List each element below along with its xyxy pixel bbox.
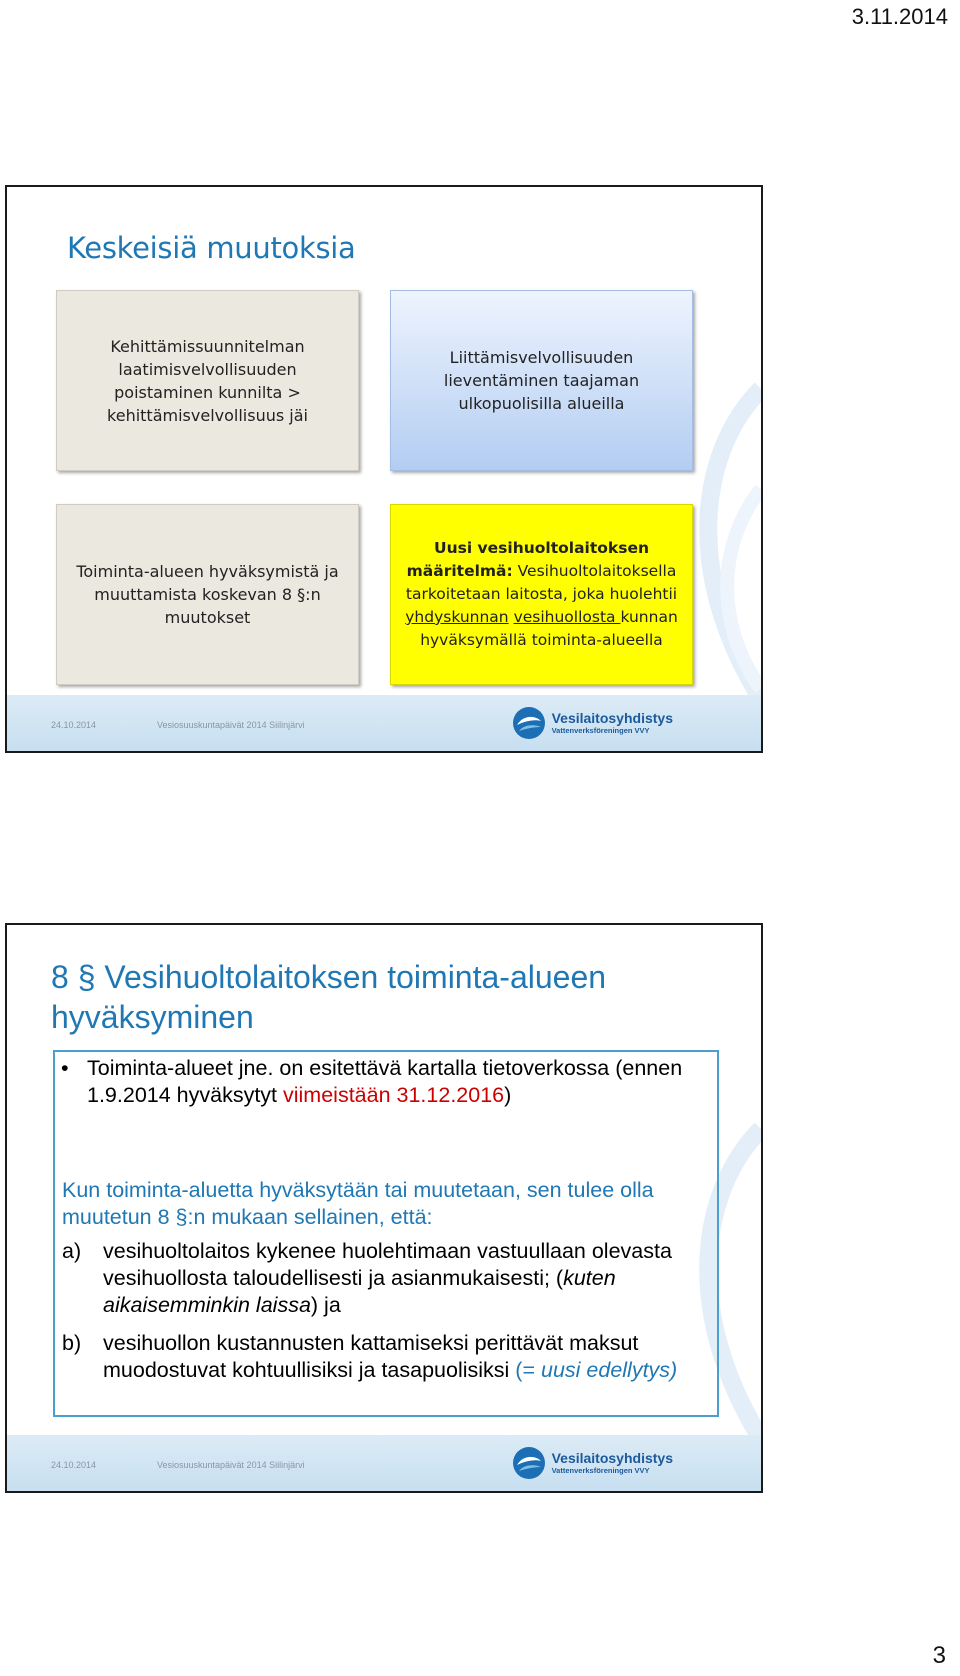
water-drop-logo-icon — [511, 705, 547, 741]
page-number: 3 — [932, 1642, 946, 1669]
change-box-section-8: Toiminta-alueen hyväksymistä ja muuttamista koskevan 8 §:n muutokset — [56, 504, 359, 685]
slide-footer — [7, 695, 761, 751]
new-condition-note: (= — [515, 1358, 541, 1382]
intro-paragraph: Kun toiminta-aluetta hyväksytään tai muutetaan, sen tulee olla muutetun 8 §:n mukaan sellainen, että: — [62, 1178, 654, 1229]
page-date: 3.11.2014 — [851, 4, 948, 29]
bullet-marker: • — [61, 1056, 69, 1080]
definition-heading: Uusi vesihuoltolaitoksen määritelmä: — [406, 539, 650, 580]
footer-date: 24.10.2014 — [51, 1460, 97, 1470]
item-marker: a) — [62, 1239, 82, 1263]
slide-title: 8 § Vesihuoltolaitoksen toiminta-alueen hyväksyminen — [51, 959, 607, 1035]
footer-date: 24.10.2014 — [51, 720, 97, 730]
underlined-word: yhdyskunnan — [405, 608, 509, 626]
logo-subtitle: Vattenverksföreningen VVY — [551, 726, 650, 735]
new-condition-italic: uusi edellytys) — [540, 1358, 678, 1382]
slide-keskeisia-muutoksia — [5, 185, 763, 753]
slide-section-8 — [5, 923, 763, 1493]
list-item-b — [62, 1330, 712, 1384]
logo-subtitle: Vattenverksföreningen VVY — [551, 1466, 650, 1475]
item-marker: b) — [62, 1331, 82, 1355]
footer-event: Vesiosuuskuntapäivät 2014 Siilinjärvi — [157, 1460, 305, 1470]
underlined-word: vesihuollosta — [513, 608, 621, 626]
change-box-development-plan: Kehittämissuunnitelman laatimisvelvollisuuden poistaminen kunnilta > kehittämisvelvollisuus jäi — [56, 290, 359, 471]
vvy-logo — [511, 703, 673, 743]
deadline-text: viimeistään 31.12.2016 — [283, 1083, 505, 1107]
item-italic: kuten aikaisemminkin laissa — [103, 1266, 616, 1317]
change-box-connection-obligation: Liittämisvelvollisuuden lieventäminen taajaman ulkopuolisilla alueilla — [390, 290, 693, 471]
bullet-text: Toiminta-alueet jne. on esitettävä kartalla tietoverkossa (ennen 1.9.2014 hyväksytyt — [87, 1056, 683, 1107]
logo-name: Vesilaitosyhdistys — [551, 710, 673, 726]
slide-title: Keskeisiä muutoksia — [67, 231, 356, 265]
water-drop-logo-icon — [511, 1445, 547, 1481]
logo-name: Vesilaitosyhdistys — [551, 1450, 673, 1466]
item-text: vesihuollon kustannusten kattamiseksi perittävät maksut muodostuvat kohtuullisiksi ja tasapuolisiksi — [103, 1331, 639, 1382]
list-item-a: a) vesihuoltolaitos kykenee huolehtimaan vastuullaan olevasta vesihuollosta taloudellisesti ja asianmukaisesti; (kuten aikaisemminkin laissa) ja — [62, 1239, 672, 1317]
item-text: vesihuoltolaitos kykenee huolehtimaan vastuullaan olevasta vesihuollosta taloudellisesti ja asianmukaisesti; ( — [103, 1239, 672, 1290]
definition-text: Vesihuoltolaitoksella tarkoitetaan laitosta, joka huolehtii — [405, 562, 678, 603]
change-box-new-definition — [390, 504, 693, 685]
footer-event: Vesiosuuskuntapäivät 2014 Siilinjärvi — [157, 720, 305, 730]
vvy-logo — [511, 1443, 673, 1483]
definition-text-end: kunnan hyväksymällä toiminta-alueella — [420, 608, 678, 649]
bullet-item: • Toiminta-alueet jne. on esitettävä kartalla tietoverkossa (ennen 1.9.2014 hyväksytyt viimeistään 31.12.2016) — [61, 1056, 683, 1107]
slide-footer — [7, 1435, 761, 1491]
